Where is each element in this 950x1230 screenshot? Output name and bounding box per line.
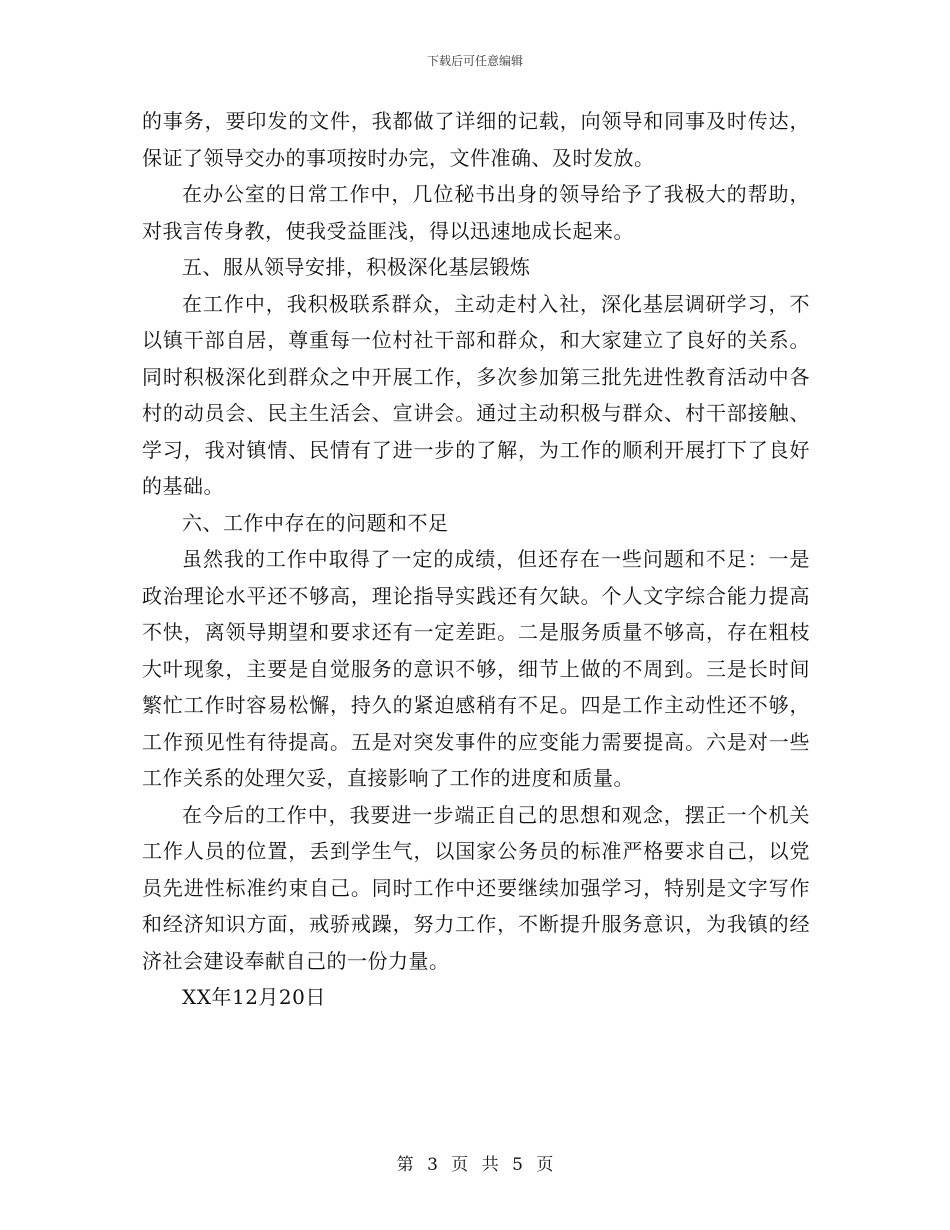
section-heading-six: 六、工作中存在的问题和不足 (182, 510, 449, 535)
section-heading-five: 五、服从领导安排，积极深化基层锻炼 (182, 255, 531, 279)
date-line: XX年12月20日 (182, 985, 326, 1009)
header-note: 下载后可任意编辑 (426, 54, 523, 68)
paragraph-problems: 虽然我的工作中取得了一定的成绩，但还存在一些问题和不足：一是政治理论水平还不够高，理论指导实践还有欠缺。个人文字综合能力提高不快，离领导期望和要求还有一定差距。二是服务质量不够高，存在粗枝大叶现象，主要是自觉服务的意识不够，细节上做的不周到。三是长时间繁忙工作时容易松懈，持久的紧迫感稍有不足。四是工作主动性还不够，工作预见性有待提高。五是对突发事件的应变能力需要提高。六是对一些工作关系的处理欠妥，直接影响了工作的进度和质量。 (142, 547, 810, 790)
paragraph-continuation: 的事务，要印发的文件，我都做了详细的记载，向领导和同事及时传达，保证了领导交办的事项按时办完，文件准确、及时发放。 (142, 109, 810, 170)
page-number: 第 3 页 共 5 页 (396, 1155, 554, 1175)
paragraph-future: 在今后的工作中，我要进一步端正自己的思想和观念，摆正一个机关工作人员的位置，丢到学生气，以国家公务员的标准严格要求自己，以党员先进性标准约束自己。同时工作中还要继续加强学习，特别是文字写作和经济知识方面，戒骄戒躁，努力工作，不断提升服务意识，为我镇的经济社会建设奉献自己的一份力量。 (142, 802, 810, 973)
document-body (142, 103, 810, 1016)
paragraph-grassroots: 在工作中，我积极联系群众，主动走村入社，深化基层调研学习，不以镇干部自居，尊重每一位村社干部和群众，和大家建立了良好的关系。同时积极深化到群众之中开展工作，多次参加第三批先进性教育活动中各村的动员会、民主生活会、宣讲会。通过主动积极与群众、村干部接触、学习，我对镇情、民情有了进一步的了解，为工作的顺利开展打下了良好的基础。 (142, 291, 810, 498)
paragraph-office-help: 在办公室的日常工作中，几位秘书出身的领导给予了我极大的帮助，对我言传身教，使我受益匪浅，得以迅速地成长起来。 (142, 182, 810, 243)
